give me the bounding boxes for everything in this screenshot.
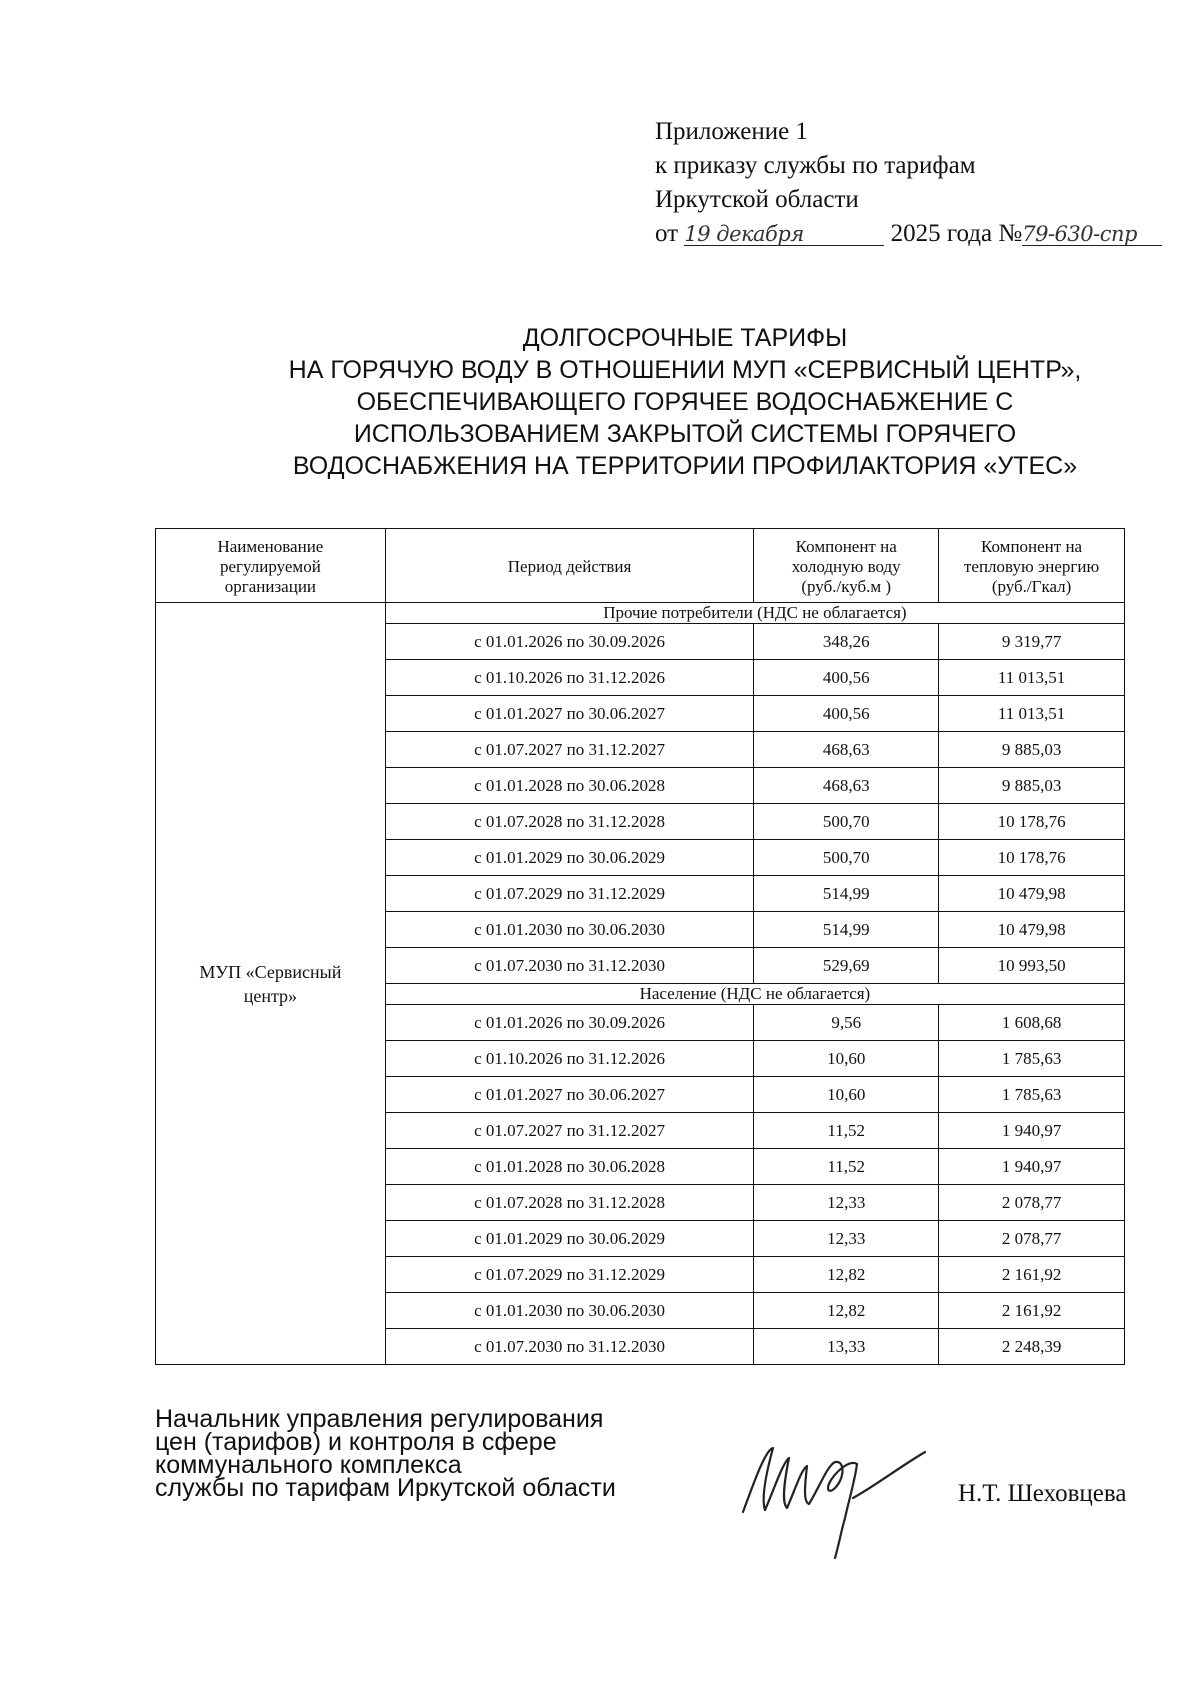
heat-energy-cell: 9 885,03 [939, 732, 1125, 768]
heat-energy-cell: 2 078,77 [939, 1221, 1125, 1257]
period-cell: с 01.07.2029 по 31.12.2029 [385, 876, 754, 912]
organization-cell [156, 603, 386, 1365]
cold-water-cell: 11,52 [754, 1113, 939, 1149]
heat-energy-cell: 10 479,98 [939, 876, 1125, 912]
heat-energy-cell: 11 013,51 [939, 696, 1125, 732]
consumer-group-label: Прочие потребители (НДС не облагается) [385, 603, 1124, 624]
period-cell: с 01.01.2030 по 30.06.2030 [385, 1293, 754, 1329]
header-text: (руб./Гкал) [991, 577, 1072, 596]
header-heat-energy [939, 529, 1125, 603]
heat-energy-cell: 1 785,63 [939, 1041, 1125, 1077]
handwritten-signature [735, 1440, 935, 1560]
heat-energy-cell: 2 248,39 [939, 1329, 1125, 1365]
period-cell: с 01.07.2028 по 31.12.2028 [385, 1185, 754, 1221]
document-title [230, 322, 1140, 482]
heat-energy-cell: 1 940,97 [939, 1149, 1125, 1185]
heat-energy-cell: 11 013,51 [939, 660, 1125, 696]
tariffs-table [155, 528, 1125, 1365]
order-number-field [1022, 223, 1162, 246]
heat-energy-cell: 2 161,92 [939, 1257, 1125, 1293]
header-text: Наименование [217, 537, 324, 556]
title-line: ОБЕСПЕЧИВАЮЩЕГО ГОРЯЧЕЕ ВОДОСНАБЖЕНИЕ С [356, 388, 1014, 416]
heat-energy-cell: 2 161,92 [939, 1293, 1125, 1329]
heat-energy-cell: 1 608,68 [939, 1005, 1125, 1041]
position-line: Начальник управления регулирования [155, 1405, 604, 1433]
period-cell: с 01.07.2029 по 31.12.2029 [385, 1257, 754, 1293]
heat-energy-cell: 9 319,77 [939, 624, 1125, 660]
position-line: службы по тарифам Иркутской области [155, 1474, 616, 1502]
heat-energy-cell: 9 885,03 [939, 768, 1125, 804]
position-line: коммунального комплекса [155, 1451, 462, 1479]
period-cell: с 01.07.2030 по 31.12.2030 [385, 948, 754, 984]
heat-energy-cell: 10 178,76 [939, 840, 1125, 876]
cold-water-cell: 12,33 [754, 1185, 939, 1221]
period-cell: с 01.01.2029 по 30.06.2029 [385, 840, 754, 876]
header-text: Компонент на [795, 537, 897, 556]
cold-water-cell: 400,56 [754, 696, 939, 732]
position-line: цен (тарифов) и контроля в сфере [155, 1428, 557, 1456]
heat-energy-cell: 10 178,76 [939, 804, 1125, 840]
period-cell: с 01.01.2026 по 30.09.2026 [385, 624, 754, 660]
heat-energy-cell: 10 993,50 [939, 948, 1125, 984]
date-prefix: от [655, 220, 679, 247]
cold-water-cell: 13,33 [754, 1329, 939, 1365]
period-cell: с 01.01.2027 по 30.06.2027 [385, 1077, 754, 1113]
cold-water-cell: 12,82 [754, 1257, 939, 1293]
table-group-row [156, 603, 1125, 624]
period-cell: с 01.01.2030 по 30.06.2030 [385, 912, 754, 948]
year-text: 2025 года № [890, 220, 1023, 247]
cold-water-cell: 9,56 [754, 1005, 939, 1041]
header-period [385, 529, 754, 603]
period-cell: с 01.01.2028 по 30.06.2028 [385, 1149, 754, 1185]
header-organization [156, 529, 386, 603]
header-text: Компонент на [981, 537, 1083, 556]
order-date-line [655, 217, 1162, 251]
heat-energy-cell: 10 479,98 [939, 912, 1125, 948]
period-cell: с 01.01.2026 по 30.09.2026 [385, 1005, 754, 1041]
header-cold-water [754, 529, 939, 603]
header-text: (руб./куб.м ) [801, 577, 892, 596]
cold-water-cell: 514,99 [754, 876, 939, 912]
period-cell: с 01.01.2027 по 30.06.2027 [385, 696, 754, 732]
signer-name: Н.Т. Шеховцева [958, 1480, 1127, 1507]
period-cell: с 01.07.2030 по 31.12.2030 [385, 1329, 754, 1365]
header-text: регулируемой [219, 557, 321, 576]
title-line: ВОДОСНАБЖЕНИЯ НА ТЕРРИТОРИИ ПРОФИЛАКТОРИЯ «УТЕС» [292, 452, 1078, 480]
cold-water-cell: 529,69 [754, 948, 939, 984]
cold-water-cell: 500,70 [754, 804, 939, 840]
period-cell: с 01.07.2027 по 31.12.2027 [385, 1113, 754, 1149]
signatory-position [155, 1405, 616, 1502]
order-date-field [684, 223, 884, 246]
cold-water-cell: 348,26 [754, 624, 939, 660]
consumer-group-label: Население (НДС не облагается) [385, 984, 1124, 1005]
order-number-handwritten: 79-630-спр [1022, 222, 1137, 246]
period-cell: с 01.10.2026 по 31.12.2026 [385, 660, 754, 696]
organization-name: МУП «Сервисный [199, 961, 342, 982]
header-text: организации [224, 577, 317, 596]
header-text: Период действия [507, 557, 632, 576]
appendix-header [655, 115, 1162, 251]
appendix-line: к приказу службы по тарифам [655, 152, 976, 179]
appendix-line: Иркутской области [655, 186, 859, 213]
appendix-line: Приложение 1 [655, 118, 808, 145]
heat-energy-cell: 1 785,63 [939, 1077, 1125, 1113]
period-cell: с 01.10.2026 по 31.12.2026 [385, 1041, 754, 1077]
period-cell: с 01.07.2028 по 31.12.2028 [385, 804, 754, 840]
cold-water-cell: 12,33 [754, 1221, 939, 1257]
title-line: ДОЛГОСРОЧНЫЕ ТАРИФЫ [522, 324, 848, 352]
heat-energy-cell: 1 940,97 [939, 1113, 1125, 1149]
cold-water-cell: 11,52 [754, 1149, 939, 1185]
cold-water-cell: 10,60 [754, 1077, 939, 1113]
cold-water-cell: 468,63 [754, 768, 939, 804]
heat-energy-cell: 2 078,77 [939, 1185, 1125, 1221]
period-cell: с 01.01.2029 по 30.06.2029 [385, 1221, 754, 1257]
header-text: тепловую энергию [963, 557, 1100, 576]
organization-name: центр» [243, 985, 298, 1006]
cold-water-cell: 514,99 [754, 912, 939, 948]
period-cell: с 01.07.2027 по 31.12.2027 [385, 732, 754, 768]
title-line: НА ГОРЯЧУЮ ВОДУ В ОТНОШЕНИИ МУП «СЕРВИСНЫЙ ЦЕНТР», [288, 356, 1082, 384]
cold-water-cell: 12,82 [754, 1293, 939, 1329]
title-line: ИСПОЛЬЗОВАНИЕМ ЗАКРЫТОЙ СИСТЕМЫ ГОРЯЧЕГО [353, 420, 1017, 448]
table-header-row [156, 529, 1125, 603]
cold-water-cell: 500,70 [754, 840, 939, 876]
cold-water-cell: 400,56 [754, 660, 939, 696]
order-date-handwritten: 19 декабря [684, 222, 804, 246]
cold-water-cell: 10,60 [754, 1041, 939, 1077]
header-text: холодную воду [791, 557, 901, 576]
cold-water-cell: 468,63 [754, 732, 939, 768]
period-cell: с 01.01.2028 по 30.06.2028 [385, 768, 754, 804]
